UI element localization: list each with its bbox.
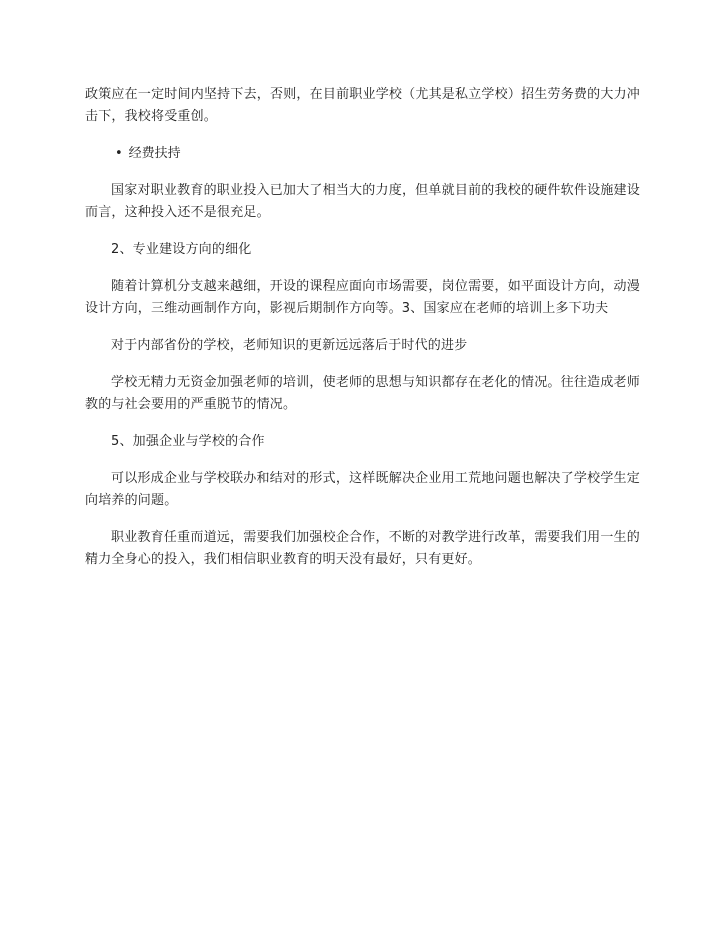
paragraph-specialization-detail: 随着计算机分支越来越细，开设的课程应面向市场需要，岗位需要，如平面设计方向，动漫设计方向，三维动画制作方向，影视后期制作方向等。3、国家应在老师的培训上多下功夫	[85, 279, 640, 316]
paragraph-funding-detail: 国家对职业教育的职业投入已加大了相当大的力度，但单就目前的我校的硬件软件设施建设而言，这种投入还不是很充足。	[85, 183, 640, 220]
paragraph-conclusion: 职业教育任重而道远，需要我们加强校企合作，不断的对教学进行改革，需要我们用一生的精力全身心的投入，我们相信职业教育的明天没有最好，只有更好。	[85, 530, 640, 567]
bullet-item-label: 经费扶持	[128, 146, 181, 161]
section-heading-cooperation: 5、加强企业与学校的合作	[111, 434, 265, 449]
document-body	[85, 84, 640, 586]
paragraph-policy-continuation: 政策应在一定时间内坚持下去，否则，在目前职业学校（尤其是私立学校）招生劳务费的大力冲击下，我校将受重创。	[85, 87, 640, 124]
paragraph-teacher-knowledge: 对于内部省份的学校，老师知识的更新远远落后于时代的进步	[111, 338, 468, 353]
paragraph-teacher-training: 学校无精力无资金加强老师的培训，使老师的思想与知识都存在老化的情况。往往造成老师教的与社会要用的严重脱节的情况。	[85, 375, 640, 412]
bullet-item-funding	[85, 143, 640, 165]
section-heading-specialization: 2、专业建设方向的细化	[111, 242, 252, 257]
paragraph-cooperation-detail: 可以形成企业与学校联办和结对的形式，这样既解决企业用工荒地问题也解决了学校学生定向培养的问题。	[85, 471, 640, 508]
bullet-dot-icon: •	[115, 146, 123, 161]
